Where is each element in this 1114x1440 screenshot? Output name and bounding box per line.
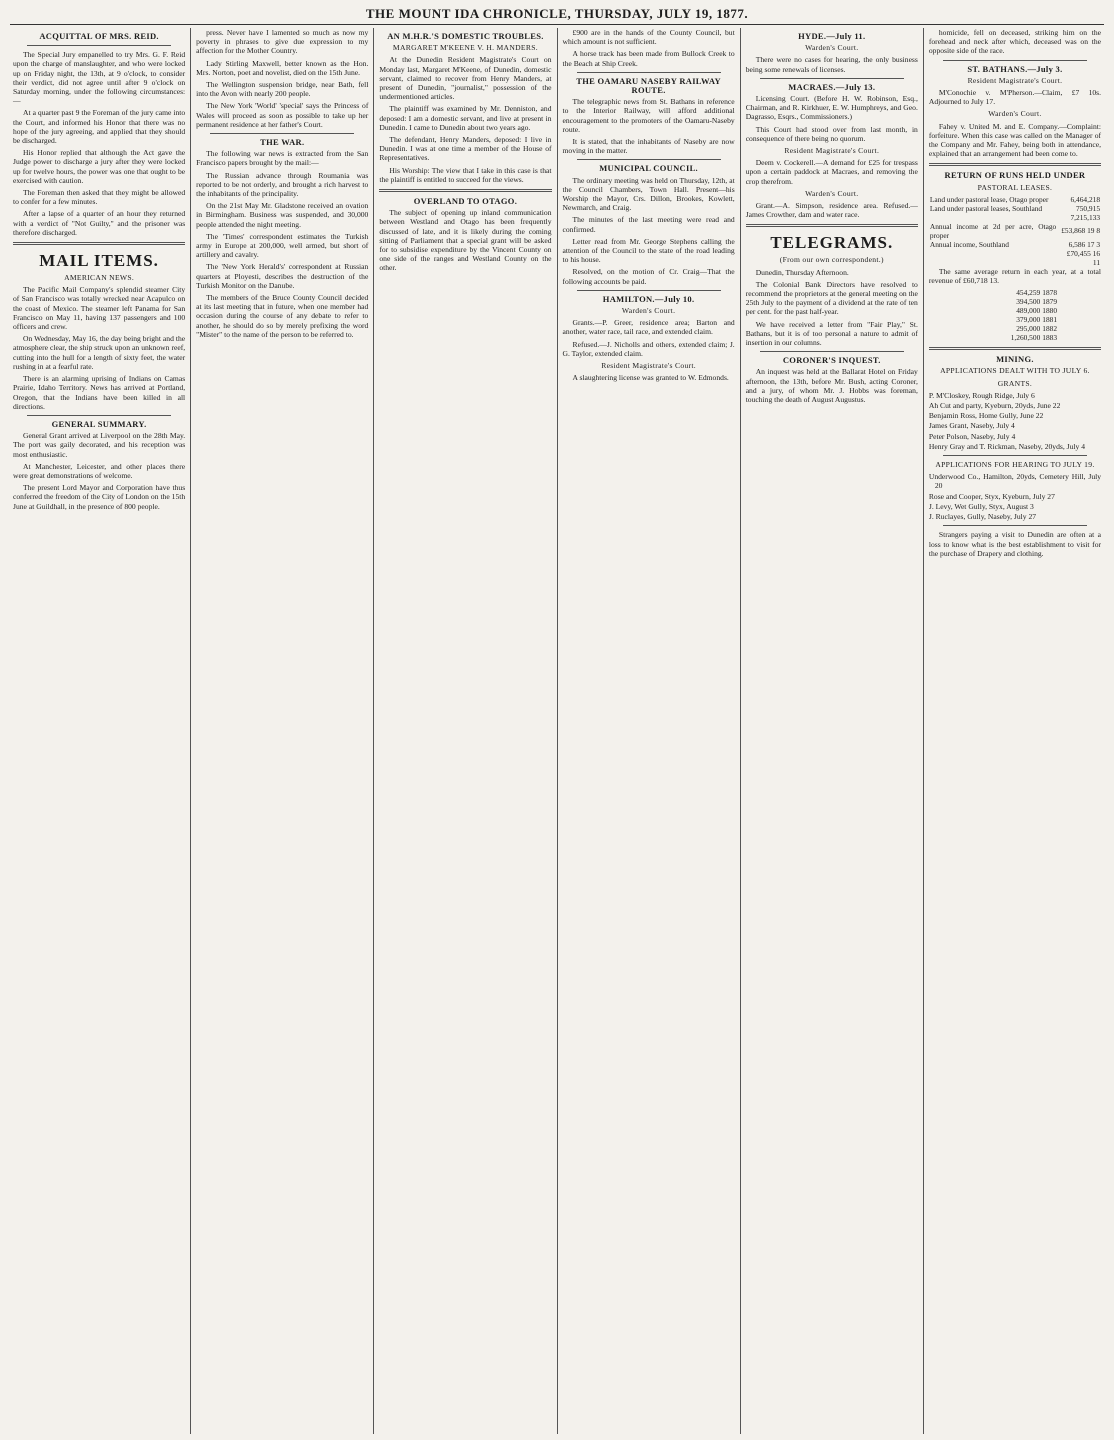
list-item: Ah Cut and party, Kyeburn, 20yds, June 22 <box>928 401 1061 411</box>
list-item: J. Levy, Wet Gully, Styx, August 3 <box>928 501 1034 511</box>
subhead-wardens-court: Warden's Court. <box>805 188 859 198</box>
paragraph: There is an alarming uprising of Indians on Camas Prairie, Idaho Territory. News has arrived at Portland, Oregon, that the Indians have been killed in all directions. <box>13 374 186 411</box>
grants-list <box>929 391 1101 451</box>
paragraph: Deem v. Cockerell.—A demand for £25 for trespass upon a certain paddock at Macraes, and removing the crop therefrom. <box>745 158 918 186</box>
column-5 <box>741 28 924 1434</box>
headline-overland-to-otago: OVERLAND TO OTAGO. <box>413 196 518 207</box>
table-row: 295,000 1882 <box>1016 324 1058 334</box>
divider <box>760 351 904 352</box>
paragraph: The Colonial Bank Directors have resolved to recommend the proprietors at the general meeting on the 25th July to the payment of a dividend at the rate of ten per cent. for the past half-year. <box>745 279 918 317</box>
list-item: Henry Gray and T. Rickman, Naseby, 20yds, July 4 <box>928 441 1085 451</box>
table-row: 379,000 1881 <box>1016 315 1058 325</box>
divider <box>929 347 1101 350</box>
subhead-wardens-court: Warden's Court. <box>621 306 676 316</box>
subhead-correspondent: (From our own correspondent.) <box>779 255 884 265</box>
headline-municipal-council: MUNICIPAL COUNCIL. <box>599 163 698 174</box>
list-item: Peter Polson, Naseby, July 4 <box>928 431 1016 441</box>
yearly-acreage-table <box>929 288 1101 342</box>
divider <box>746 224 918 227</box>
divider <box>943 60 1087 61</box>
paragraph: The minutes of the last meeting were read and confirmed. <box>562 215 735 234</box>
paragraph: The ordinary meeting was held on Thursday, 12th, at the Council Chambers, Town Hall. Present—his Worship the Mayor, Crs. Dillon, Brookes, Kowlett, Newmarch, and Craig. <box>562 175 735 213</box>
table-row: 489,000 1880 <box>1016 306 1058 316</box>
paragraph: The following war news is extracted from the San Francisco papers brought by the mail:— <box>196 149 369 168</box>
table-row: 7,215,133 <box>1070 212 1101 222</box>
divider <box>577 159 721 160</box>
headline-telegrams: TELEGRAMS. <box>770 233 894 253</box>
headline-return-of-runs: RETURN OF RUNS HELD UNDER <box>944 170 1086 181</box>
divider <box>577 72 721 73</box>
paragraph: The New York 'World' 'special' says the Princess of Wales will proceed as soon as possible to take up her permanent residence at her father's Court. <box>196 101 369 129</box>
paragraph: Licensing Court. (Before H. W. Robinson, Esq., Chairman, and R. Kirkhuer, E. W. Humphreys, and Geo. Dagrasso, Esqrs., Commissioners.) <box>745 94 918 122</box>
paragraph: On the 21st May Mr. Gladstone received an ovation in Birmingham. Business was suspended, and 30,000 people attended the night meeting. <box>196 201 369 229</box>
paragraph: The Wellington suspension bridge, near Bath, fell into the Avon with nearly 200 people. <box>196 80 369 99</box>
paragraph: M'Conochie v. M'Pherson.—Claim, £7 10s. Adjourned to July 17. <box>928 88 1102 107</box>
divider <box>27 415 171 416</box>
paragraph: The 'Times' correspondent estimates the Turkish army in Europe at 200,000, well armed, but short of artillery and cavalry. <box>196 231 369 260</box>
table-row: Annual income at 2d per acre, Otago proper £53,868 19 8 <box>929 221 1101 240</box>
paragraph: After a lapse of a quarter of an hour they returned with a verdict of "Not Guilty," and the prisoner was therefore discharged. <box>13 209 186 237</box>
divider <box>210 133 354 134</box>
paragraph: There were no cases for hearing, the only business being some renewals of licenses. <box>745 55 918 74</box>
paragraph: At Manchester, Leicester, and other places there were great demonstrations of welcome. <box>13 461 186 480</box>
paragraph: At the Dunedin Resident Magistrate's Court on Monday last, Margaret M'Keene, of Dunedin, domestic servant, claimed to recover from Henry Manders, at present of Dunedin, "journalist," possession of the undermentioned articles. <box>379 55 552 102</box>
divider <box>27 45 171 46</box>
pastoral-return-table <box>929 195 1101 267</box>
paragraph: A slaughtering license was granted to W. Edmonds. <box>572 373 729 383</box>
paragraph: His Honor replied that although the Act gave the Judge power to discharge a jury after they were locked up for twelve hours, the power was one that ought to be exercised with caution. <box>13 148 186 185</box>
paragraph: The subject of opening up inland communication between Westland and Otago has been frequently discussed of late, and it is likely during the coming sitting of Parliament that a special grant will be asked for to subsidise expenditure by the Vincent County on one side of the ranges and Westland County on the other. <box>379 208 552 273</box>
paragraph: Fahey v. United M. and E. Company.—Complaint: forfeiture. When this case was called on the Manager of the Company and Mr. Fahey, being both in attendance, explained that an arrangement had been come to. <box>928 121 1102 159</box>
headline-naseby-railway: THE OAMARU NASEBY RAILWAY ROUTE. <box>576 75 721 96</box>
paragraph: Grant.—A. Simpson, residence area. Refused.—James Crowther, dam and water race. <box>745 201 918 220</box>
list-item: Benjamin Ross, Home Gully, June 22 <box>928 411 1044 421</box>
paragraph: General Grant arrived at Liverpool on the 28th May. The port was gaily decorated, and his reception was most enthusiastic. <box>13 431 186 459</box>
subhead-applications: APPLICATIONS DEALT WITH TO JULY 6. <box>940 366 1090 376</box>
list-item: James Grant, Naseby, July 4 <box>928 421 1015 431</box>
columns <box>8 28 1106 1434</box>
paragraph: The members of the Bruce County Council decided at its last meeting that in future, when one member had occasion during the course of any debate to refer to another, he should do so by merely prefixing the word "Mister" to the name of the person to be referred to. <box>196 293 369 339</box>
subhead-hearing: APPLICATIONS FOR HEARING TO JULY 19. <box>935 460 1095 470</box>
paragraph: On Wednesday, May 16, the day being bright and the atmosphere clear, the ship struck upon an unknown reef, cutting into the hull for a length of sixty feet, the water rushing in at a fearful rate. <box>13 334 186 371</box>
subhead-pastoral-leases: PASTORAL LEASES. <box>977 182 1053 192</box>
paragraph: The present Lord Mayor and Corporation have thus conferred the freedom of the City of London on the 15th June at Guildhall, in the presence of 800 people. <box>13 483 186 511</box>
paragraph: Letter read from Mr. George Stephens calling the attention of the Council to the state of the road leading to his house. <box>562 236 735 265</box>
paragraph: At a quarter past 9 the Foreman of the jury came into the Court, and informed his Honor that there was no hope of the jury agreeing, and applied that they should be discharged. <box>13 108 186 146</box>
divider <box>13 242 185 245</box>
subhead-american-news: AMERICAN NEWS. <box>64 273 135 283</box>
table-row: 454,259 1878 <box>1016 288 1058 298</box>
headline-mail-items: MAIL ITEMS. <box>39 251 159 271</box>
headline-the-war: THE WAR. <box>260 137 305 148</box>
divider <box>760 78 904 79</box>
paragraph: The defendant, Henry Manders, deposed: I live in Dunedin. I was at one time a member of the House of Representatives. <box>379 135 552 163</box>
paragraph: The Foreman then asked that they might be allowed to confer for a few minutes. <box>13 188 186 207</box>
headline-acquittal: ACQUITTAL OF MRS. REID. <box>39 31 159 41</box>
list-item: J. Ruclayes, Gully, Naseby, July 27 <box>928 512 1037 522</box>
column-1 <box>8 28 191 1434</box>
list-item: P. M'Closkey, Rough Ridge, July 6 <box>928 390 1035 400</box>
paragraph: Resolved, on the motion of Cr. Craig—That the following accounts be paid. <box>562 267 735 286</box>
subhead-wardens-court: Warden's Court. <box>988 109 1042 119</box>
headline-st-bathans: ST. BATHANS.—July 3. <box>967 63 1063 74</box>
list-item: Rose and Cooper, Styx, Kyeburn, July 27 <box>928 491 1055 501</box>
paragraph: Grants.—P. Greer, residence area; Barton and another, water race, tail race, and extended claim. <box>562 318 735 337</box>
headline-hyde: HYDE.—July 11. <box>798 31 866 41</box>
paragraph: Lady Stirling Maxwell, better known as the Hon. Mrs. Norton, poet and novelist, died on the 15th June. <box>196 58 369 77</box>
headline-macraes: MACRAES.—July 13. <box>788 81 876 92</box>
paragraph: The Russian advance through Roumania was reported to be not orderly, and brought a rich harvest to the inhabitants of the principality. <box>196 170 369 199</box>
column-4 <box>558 28 741 1434</box>
paragraph: The 'New York Herald's' correspondent at Russian quarters at Ployesti, describes the destruction of the Turkish Monitor on the Danube. <box>196 262 369 290</box>
paragraph: The same average return in each year, at a total revenue of £60,718 13. <box>928 266 1102 286</box>
column-6 <box>924 28 1106 1434</box>
divider <box>943 525 1087 526</box>
paragraph: The telegraphic news from St. Bathans in reference to the Interior Railway, will afford additional encouragement to the promoters of the Oamaru-Naseby route. <box>562 97 735 134</box>
table-row: 1,260,500 1883 <box>1010 333 1058 343</box>
subhead-rm-court: Resident Magistrate's Court. <box>967 75 1063 85</box>
paragraph: A horse track has been made from Bullock Creek to the Beach at Ship Creek. <box>562 49 735 68</box>
paragraph: This Court had stood over from last month, in consequence of there being no quorum. <box>745 124 918 143</box>
paragraph: His Worship: The view that I take in this case is that the plaintiff is entitled to succeed for the views. <box>379 165 552 184</box>
paragraph: Strangers paying a visit to Dunedin are often at a loss to know what is the best establishment to visit for the purchase of Drapery and clothing. <box>928 530 1102 558</box>
paragraph: The Pacific Mail Company's splendid steamer City of San Francisco was totally wrecked near Acapulco on the coast of Mexico. The steamer left Panama for San Francisco on May 11, having 137 passengers and 100 officers and crew. <box>13 285 186 332</box>
paragraph: An inquest was held at the Ballarat Hotel on Friday afternoon, the 13th, before Mr. Bush, acting Coroner, and a jury, of whom Mr. J. Hobbs was foreman, touching the death of August Augustus. <box>745 367 918 405</box>
paragraph: The plaintiff was examined by Mr. Denniston, and deposed: I am a domestic servant, and live at present in Dunedin. I came to Dunedin about two years ago. <box>379 104 552 132</box>
headline-mining: MINING. <box>996 354 1034 365</box>
subhead-grants: GRANTS. <box>997 378 1033 388</box>
hearing-list <box>929 472 1101 521</box>
paragraph: It is stated, that the inhabitants of Naseby are now moving in the matter. <box>562 137 735 156</box>
table-row: 394,500 1879 <box>1016 297 1058 307</box>
headline-general-summary: GENERAL SUMMARY. <box>51 418 147 429</box>
masthead: THE MOUNT IDA CHRONICLE, THURSDAY, JULY 19, 1877. <box>10 6 1104 25</box>
divider <box>379 189 551 192</box>
column-3 <box>374 28 557 1434</box>
subhead-wardens-court: Warden's Court. <box>805 43 859 53</box>
paragraph: The Special Jury empanelled to try Mrs. G. F. Reid upon the charge of manslaughter, and who were locked up on Friday night, the 13th, at 9 o'clock, to consider their verdict, did not agree until after 9 o'clock on Saturday morning, under the following circumstances:— <box>13 50 186 106</box>
table-row: Annual income, Southland 6,586 17 3 <box>929 239 1101 249</box>
subhead-case: MARGARET M'KEENE V. H. MANDERS. <box>392 43 538 53</box>
divider <box>929 163 1101 166</box>
table-row: £70,455 16 11 <box>1066 248 1101 267</box>
list-item: Underwood Co., Hamilton, 20yds, Cemetery Hill, July 20 <box>928 472 1102 491</box>
headline-domestic-troubles: AN M.H.R.'S DOMESTIC TROUBLES. <box>387 31 544 41</box>
paragraph: homicide, fell on deceased, striking him on the forehead and neck after which, deceased was on the opposite side of the race. <box>928 28 1102 56</box>
paragraph: We have received a letter from "Fair Play," St. Bathans, but it is of too personal a nature to admit of insertion in our columns. <box>745 319 918 348</box>
divider <box>943 455 1087 456</box>
headline-hamilton: HAMILTON.—July 10. <box>602 293 695 304</box>
paragraph: Dunedin, Thursday Afternoon. <box>755 267 849 277</box>
divider <box>577 290 721 291</box>
subhead-rm-court: Resident Magistrate's Court. <box>784 146 880 156</box>
table-row: Land under pastoral leases, Southland 750,915 <box>929 203 1101 213</box>
column-2 <box>191 28 374 1434</box>
subhead-rm-court: Resident Magistrate's Court. <box>601 361 696 371</box>
headline-coroners-inquest: CORONER'S INQUEST. <box>782 355 881 366</box>
paragraph: press. Never have I lamented so much as now my poverty in phrases to give due expression to my affection for the Mother Country. <box>196 28 369 56</box>
table-row: Land under pastoral lease, Otago proper 6,464,218 <box>929 194 1101 204</box>
paragraph: £900 are in the hands of the County Council, but which amount is not sufficient. <box>562 28 735 47</box>
paragraph: Refused.—J. Nicholls and others, extended claim; J. G. Taylor, extended claim. <box>562 339 735 358</box>
